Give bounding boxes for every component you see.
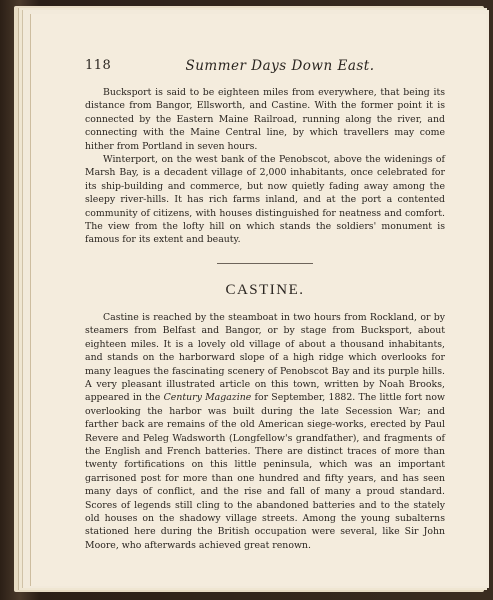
page-content	[85, 58, 445, 552]
paragraph-castine-part1: Castine is reached by the steamboat in two hours from Rockland, or by steamers from Belfast and Bangor, or by stage from Bucksport, about eighteen miles. It is a lovely old village of about a thousand inhabitants, and stands on the harborward slope of a high ridge which overlooks for many leagues the fascinating scenery of Penobscot Bay and its purple hills. A very pleasant illustrated article on this town, written by Noah Brooks, appeared in the	[85, 311, 445, 404]
running-title: Summer Days Down East.	[185, 58, 375, 74]
paragraph-castine	[85, 311, 445, 552]
paragraph-bucksport: Bucksport is said to be eighteen miles from everywhere, that being its distance from Bangor, Ellsworth, and Castine. With the former point it is connected by the Eastern Maine Railroad, running along the river, and connecting with the Maine Central line, by which travellers may come hither from Portland in seven hours.	[85, 87, 445, 152]
paragraph-castine-part2: for September, 1882. The little fort now overlooking the harbor was built during the late Secession War; and farther back are remains of the old American siege-works, erected by Paul Revere and Peleg Wadsworth (Longfellow's grandfather), and fragments of the English and French batteries. There are distinct traces of more than twenty fortifications on this little peninsula, which was an important garrisoned post for more than one hundred and fifty years, and has seen many days of conflict, and the rise and fall of many a proud standard. Scores of legends still cling to the abandoned batteries and to the stately old houses on the shadowy village streets. Among the young subalterns stationed here during the British occupation were several, like Sir John Moore, who afterwards achieved great renown.	[85, 392, 445, 551]
section-divider	[217, 263, 313, 264]
page-number: 118	[85, 58, 112, 73]
running-header	[85, 58, 445, 78]
section-title: CASTINE.	[225, 281, 305, 298]
magazine-title: Century Magazine	[163, 392, 252, 404]
paragraph-winterport: Winterport, on the west bank of the Penobscot, above the widenings of Marsh Bay, is a decadent village of 2,000 inhabitants, once celebrated for its ship-building and commerce, but now quietly fading away among the sleepy river-hills. It has rich farms inland, and at the port a contented community of citizens, with houses distinguished for neatness and comfort. The view from the lofty hill on which stands the soldiers' monument is famous for its extent and beauty.	[85, 154, 445, 246]
